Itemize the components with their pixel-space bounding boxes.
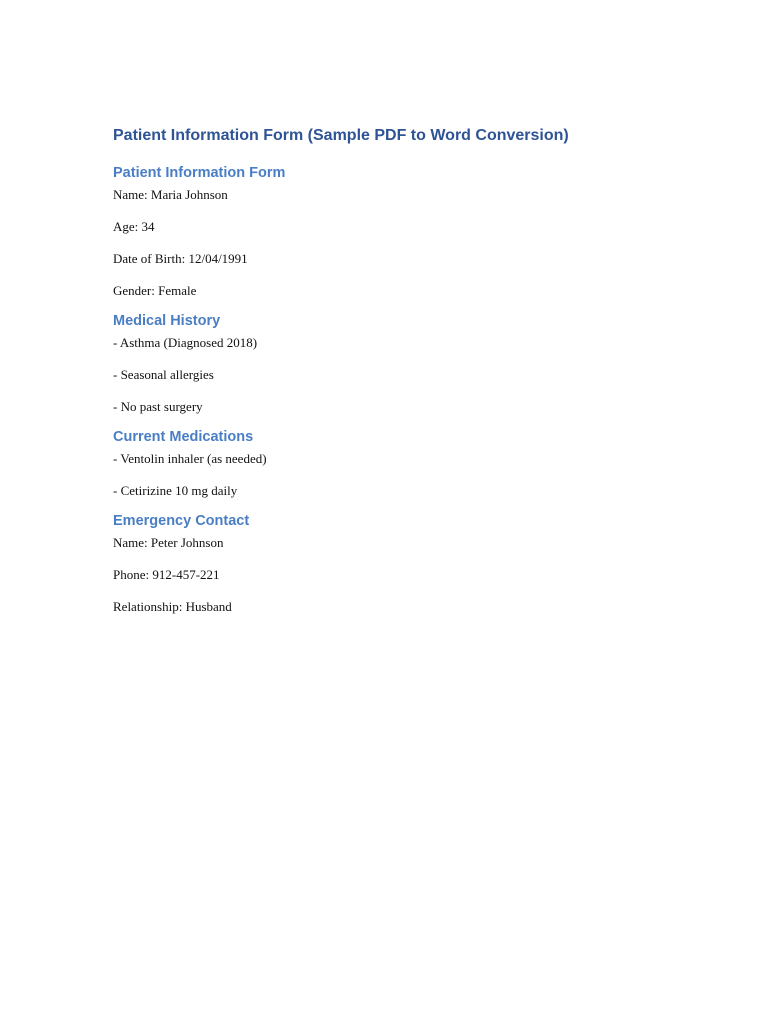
medication-item: - Cetirizine 10 mg daily (113, 483, 238, 498)
section-emergency-contact (113, 510, 713, 618)
patient-age-line: Age: 34 (113, 219, 155, 234)
section-heading: Emergency Contact (113, 513, 250, 529)
section-heading: Medical History (113, 313, 221, 329)
medication-item: - Ventolin inhaler (as needed) (113, 451, 267, 466)
history-item: - No past surgery (113, 399, 203, 414)
contact-phone-line: Phone: 912-457-221 (113, 567, 220, 582)
contact-name-line: Name: Peter Johnson (113, 535, 224, 550)
patient-gender-line: Gender: Female (113, 283, 197, 298)
document-page (113, 124, 713, 618)
patient-name-line: Name: Maria Johnson (113, 187, 228, 202)
history-item: - Asthma (Diagnosed 2018) (113, 335, 258, 350)
section-patient-information (113, 162, 713, 302)
contact-relationship-line: Relationship: Husband (113, 599, 232, 614)
document-title: Patient Information Form (Sample PDF to Word Conversion) (113, 127, 569, 144)
section-heading: Patient Information Form (113, 165, 286, 181)
section-current-medications (113, 426, 713, 502)
section-heading: Current Medications (113, 429, 254, 445)
section-medical-history (113, 310, 713, 418)
patient-dob-line: Date of Birth: 12/04/1991 (113, 251, 248, 266)
history-item: - Seasonal allergies (113, 367, 214, 382)
